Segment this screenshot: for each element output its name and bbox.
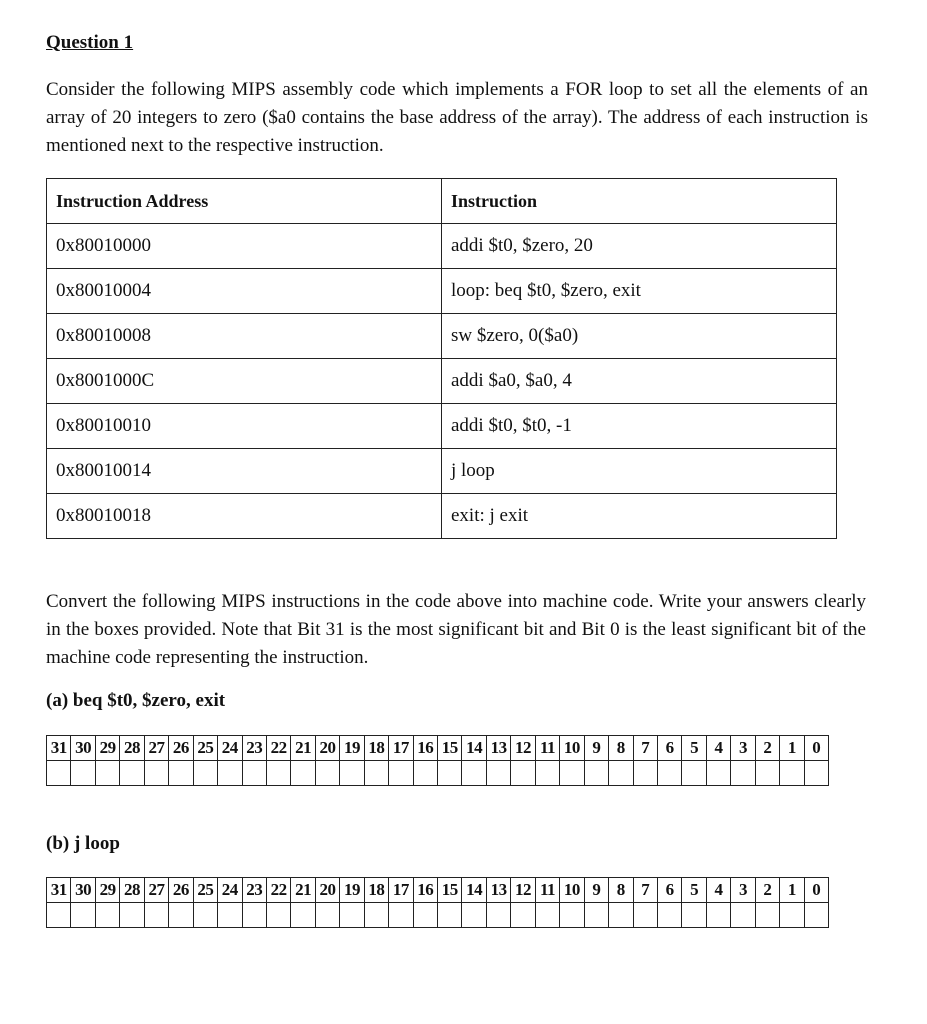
conversion-prompt: Convert the following MIPS instructions in the code above into machine code. Write your answers clearly in the boxes provided. Note that Bit 31 is the most significant bit and Bit 0 is the least significant bit of the machine code representing the instruction.	[46, 591, 866, 668]
bit-label: 3	[731, 736, 755, 761]
answer-box[interactable]	[242, 903, 266, 928]
bit-label: 2	[755, 878, 779, 903]
answer-box[interactable]	[169, 903, 193, 928]
bit-label: 23	[242, 736, 266, 761]
bit-label: 12	[511, 736, 535, 761]
answer-box[interactable]	[389, 761, 413, 786]
part-a-bit-grid	[46, 735, 829, 786]
instruction-cell: loop: beq $t0, $zero, exit	[442, 269, 837, 314]
bit-label: 9	[584, 878, 608, 903]
bit-label: 15	[438, 878, 462, 903]
bit-label: 31	[47, 736, 71, 761]
answer-box[interactable]	[266, 903, 290, 928]
code-table-header	[47, 179, 837, 224]
bit-label: 1	[780, 878, 804, 903]
answer-box[interactable]	[755, 761, 779, 786]
bit-label: 24	[218, 736, 242, 761]
bit-label: 17	[389, 878, 413, 903]
bit-label: 24	[218, 878, 242, 903]
bit-label: 6	[657, 736, 681, 761]
address-cell: 0x8001000C	[47, 359, 442, 404]
bit-label: 5	[682, 736, 706, 761]
answer-box[interactable]	[511, 903, 535, 928]
answer-box[interactable]	[169, 761, 193, 786]
answer-box[interactable]	[462, 903, 486, 928]
bit-label: 3	[731, 878, 755, 903]
bit-label: 10	[560, 736, 584, 761]
bit-label: 18	[364, 736, 388, 761]
answer-box[interactable]	[144, 761, 168, 786]
instruction-cell: addi $t0, $zero, 20	[442, 224, 837, 269]
bit-label: 20	[315, 736, 339, 761]
table-row	[47, 449, 837, 494]
address-cell: 0x80010014	[47, 449, 442, 494]
answer-box[interactable]	[609, 761, 633, 786]
bit-label: 28	[120, 878, 144, 903]
answer-box[interactable]	[804, 761, 828, 786]
answer-box[interactable]	[462, 761, 486, 786]
answer-box[interactable]	[144, 903, 168, 928]
bit-label: 28	[120, 736, 144, 761]
answer-box[interactable]	[780, 903, 804, 928]
answer-box[interactable]	[71, 903, 95, 928]
bit-label: 6	[657, 878, 681, 903]
instruction-cell: j loop	[442, 449, 837, 494]
answer-box[interactable]	[560, 903, 584, 928]
bit-label: 21	[291, 736, 315, 761]
bit-label: 20	[315, 878, 339, 903]
answer-box[interactable]	[657, 903, 681, 928]
instruction-cell: addi $a0, $a0, 4	[442, 359, 837, 404]
bit-label: 4	[706, 736, 730, 761]
bit-label: 22	[266, 736, 290, 761]
answer-box[interactable]	[706, 761, 730, 786]
answer-box[interactable]	[731, 903, 755, 928]
address-cell: 0x80010008	[47, 314, 442, 359]
header-instruction: Instruction	[442, 179, 837, 224]
bit-label: 30	[71, 878, 95, 903]
bit-label: 11	[535, 878, 559, 903]
bit-label: 25	[193, 878, 217, 903]
address-cell: 0x80010018	[47, 494, 442, 539]
bit-label: 27	[144, 878, 168, 903]
answer-box[interactable]	[535, 903, 559, 928]
table-row	[47, 224, 837, 269]
answer-box[interactable]	[780, 761, 804, 786]
answer-box[interactable]	[731, 761, 755, 786]
answer-box[interactable]	[120, 903, 144, 928]
bit-label: 0	[804, 736, 828, 761]
bit-label: 25	[193, 736, 217, 761]
bit-label: 14	[462, 736, 486, 761]
answer-box[interactable]	[218, 903, 242, 928]
answer-box[interactable]	[560, 761, 584, 786]
answer-box[interactable]	[633, 903, 657, 928]
answer-box[interactable]	[486, 903, 510, 928]
bit-label-row	[47, 736, 829, 761]
bit-label-row	[47, 878, 829, 903]
bit-label: 4	[706, 878, 730, 903]
answer-box[interactable]	[486, 761, 510, 786]
answer-box[interactable]	[315, 761, 339, 786]
answer-box[interactable]	[193, 761, 217, 786]
bit-label: 26	[169, 736, 193, 761]
bit-label: 13	[486, 878, 510, 903]
instruction-cell: addi $t0, $t0, -1	[442, 404, 837, 449]
bit-label: 0	[804, 878, 828, 903]
answer-box[interactable]	[218, 761, 242, 786]
answer-row	[47, 903, 829, 928]
answer-box[interactable]	[95, 903, 119, 928]
bit-label: 11	[535, 736, 559, 761]
header-address: Instruction Address	[47, 179, 442, 224]
answer-box[interactable]	[47, 761, 71, 786]
bit-label: 19	[340, 878, 364, 903]
answer-box[interactable]	[193, 903, 217, 928]
answer-box[interactable]	[706, 903, 730, 928]
answer-box[interactable]	[584, 761, 608, 786]
instruction-cell: sw $zero, 0($a0)	[442, 314, 837, 359]
answer-row	[47, 761, 829, 786]
bit-label: 23	[242, 878, 266, 903]
part-b-bit-grid	[46, 877, 829, 928]
instruction-cell: exit: j exit	[442, 494, 837, 539]
bit-label: 27	[144, 736, 168, 761]
bit-label: 22	[266, 878, 290, 903]
bit-label: 8	[609, 878, 633, 903]
bit-label: 31	[47, 878, 71, 903]
answer-box[interactable]	[340, 903, 364, 928]
bit-label: 1	[780, 736, 804, 761]
answer-box[interactable]	[682, 761, 706, 786]
answer-box[interactable]	[71, 761, 95, 786]
bit-label: 29	[95, 878, 119, 903]
answer-box[interactable]	[657, 761, 681, 786]
answer-box[interactable]	[413, 903, 437, 928]
question-title: Question 1	[46, 32, 134, 53]
table-row	[47, 269, 837, 314]
answer-box[interactable]	[535, 761, 559, 786]
answer-box[interactable]	[413, 761, 437, 786]
table-row	[47, 494, 837, 539]
bit-label: 7	[633, 736, 657, 761]
bit-label: 17	[389, 736, 413, 761]
bit-label: 26	[169, 878, 193, 903]
table-row	[47, 404, 837, 449]
address-cell: 0x80010010	[47, 404, 442, 449]
part-a-label: (a) beq $t0, $zero, exit	[46, 690, 226, 711]
answer-box[interactable]	[364, 903, 388, 928]
answer-box[interactable]	[291, 903, 315, 928]
address-cell: 0x80010004	[47, 269, 442, 314]
bit-label: 21	[291, 878, 315, 903]
answer-box[interactable]	[755, 903, 779, 928]
answer-box[interactable]	[584, 903, 608, 928]
answer-box[interactable]	[633, 761, 657, 786]
bit-label: 19	[340, 736, 364, 761]
answer-box[interactable]	[266, 761, 290, 786]
bit-label: 7	[633, 878, 657, 903]
answer-box[interactable]	[47, 903, 71, 928]
answer-box[interactable]	[340, 761, 364, 786]
bit-label: 16	[413, 878, 437, 903]
answer-box[interactable]	[804, 903, 828, 928]
answer-box[interactable]	[389, 903, 413, 928]
bit-label: 10	[560, 878, 584, 903]
bit-label: 12	[511, 878, 535, 903]
bit-label: 30	[71, 736, 95, 761]
answer-box[interactable]	[315, 903, 339, 928]
answer-box[interactable]	[682, 903, 706, 928]
bit-label: 29	[95, 736, 119, 761]
bit-label: 8	[609, 736, 633, 761]
answer-box[interactable]	[364, 761, 388, 786]
answer-box[interactable]	[95, 761, 119, 786]
bit-label: 16	[413, 736, 437, 761]
bit-label: 15	[438, 736, 462, 761]
bit-label: 13	[486, 736, 510, 761]
answer-box[interactable]	[609, 903, 633, 928]
answer-box[interactable]	[438, 761, 462, 786]
bit-label: 5	[682, 878, 706, 903]
bit-label: 18	[364, 878, 388, 903]
question-intro: Consider the following MIPS assembly code which implements a FOR loop to set all the elements of an array of 20 integers to zero ($a0 contains the base address of the array). The address of each instruction is mentioned next to the respective instruction.	[46, 79, 868, 156]
address-cell: 0x80010000	[47, 224, 442, 269]
part-b-label: (b) j loop	[46, 833, 120, 854]
answer-box[interactable]	[438, 903, 462, 928]
table-row	[47, 359, 837, 404]
code-table	[46, 178, 837, 539]
bit-label: 14	[462, 878, 486, 903]
answer-box[interactable]	[291, 761, 315, 786]
table-row	[47, 314, 837, 359]
answer-box[interactable]	[242, 761, 266, 786]
bit-label: 2	[755, 736, 779, 761]
bit-label: 9	[584, 736, 608, 761]
answer-box[interactable]	[511, 761, 535, 786]
answer-box[interactable]	[120, 761, 144, 786]
